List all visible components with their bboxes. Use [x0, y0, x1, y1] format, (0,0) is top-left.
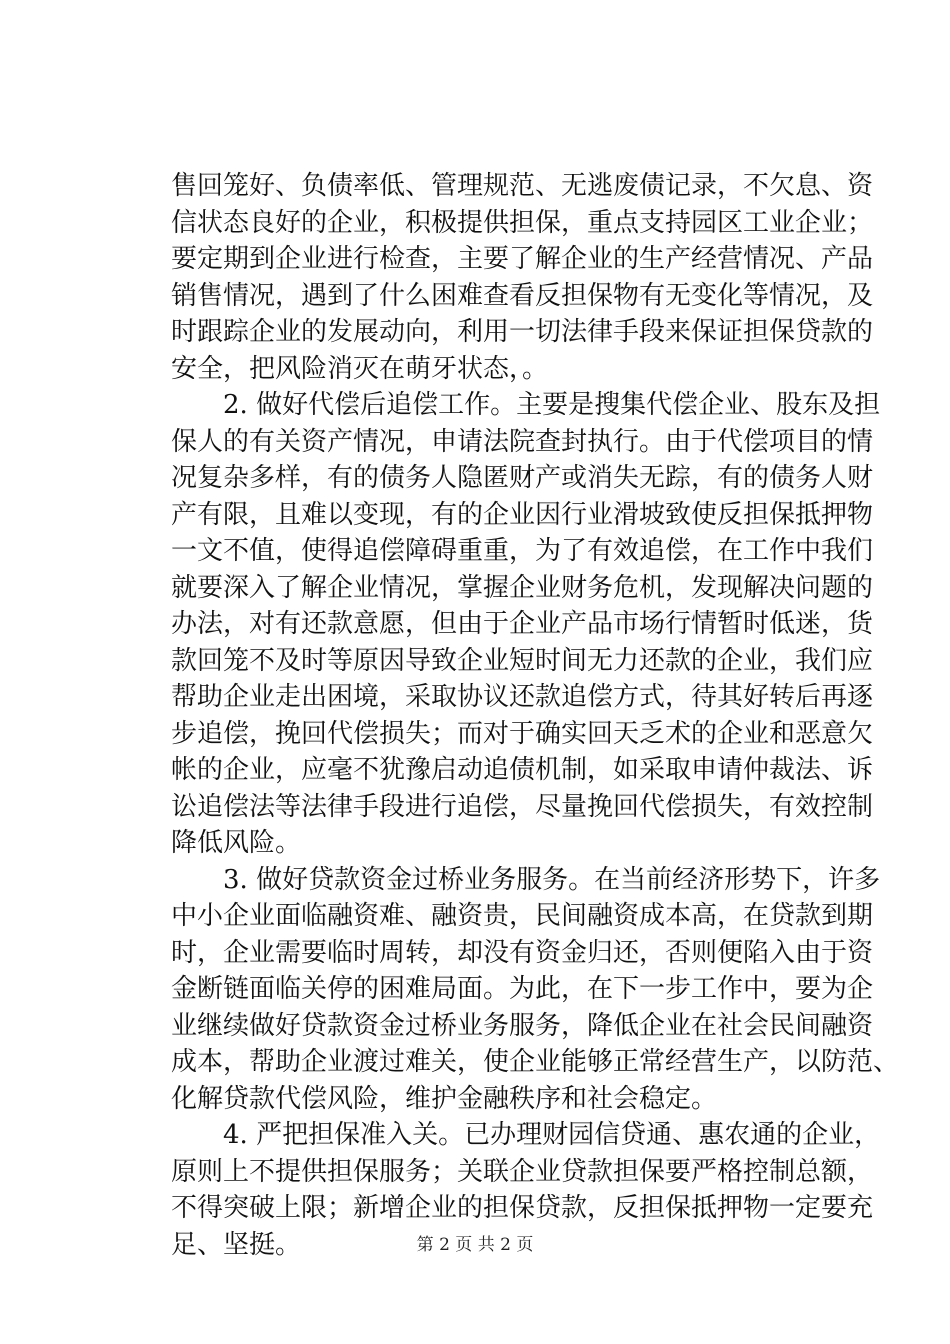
page-number-footer: 第 2 页 共 2 页 — [416, 1235, 534, 1255]
text-line: 业继续做好贷款资金过桥业务服务，降低企业在社会民间融资 — [171, 1010, 874, 1041]
text-line: 金断链面临关停的困难局面。为此，在下一步工作中，要为企 — [171, 974, 874, 1004]
text-line: 办法，对有还款意愿，但由于企业产品市场行情暂时低迷，货 — [171, 609, 874, 639]
text-line: 4. 严把担保准入关。已办理财园信贷通、惠农通的企业， — [171, 1120, 881, 1150]
text-line: 时，企业需要临时周转，却没有资金归还，否则便陷入由于资 — [171, 937, 874, 968]
text-line: 就要深入了解企业情况，掌握企业财务危机，发现解决问题的 — [171, 572, 874, 603]
text-line: 2. 做好代偿后追偿工作。主要是搜集代偿企业、股东及担 — [171, 390, 881, 420]
text-line: 产有限，且难以变现，有的企业因行业滑坡致使反担保抵押物 — [171, 499, 874, 530]
text-line: 3. 做好贷款资金过桥业务服务。在当前经济形势下，许多 — [171, 864, 881, 895]
text-line: 安全，把风险消灭在萌牙状态，。 — [171, 353, 549, 384]
text-line: 中小企业面临融资难、融资贵，民间融资成本高，在贷款到期 — [171, 901, 874, 931]
text-line: 成本，帮助企业渡过难关，使企业能够正常经营生产，以防范、 — [171, 1047, 900, 1077]
text-line: 要定期到企业进行检查，主要了解企业的生产经营情况、产品 — [171, 244, 874, 274]
text-line: 原则上不提供担保服务；关联企业贷款担保要严格控制总额， — [171, 1156, 874, 1187]
text-line: 降低风险。 — [171, 828, 302, 858]
text-line: 款回笼不及时等原因导致企业短时间无力还款的企业，我们应 — [171, 645, 874, 676]
text-line: 帮助企业走出困境，采取协议还款追偿方式，待其好转后再逐 — [171, 682, 874, 712]
text-line: 一文不值，使得追偿障碍重重，为了有效追偿，在工作中我们 — [171, 536, 874, 566]
text-line: 步追偿，挽回代偿损失；而对于确实回天乏术的企业和恶意欠 — [171, 718, 874, 749]
text-line: 讼追偿法等法律手段进行追偿，尽量挽回代偿损失，有效控制 — [171, 791, 874, 822]
text-line: 帐的企业，应毫不犹豫启动追债机制，如采取申请仲裁法、诉 — [171, 755, 874, 785]
text-line: 信状态良好的企业，积极提供担保，重点支持园区工业企业； — [171, 207, 874, 238]
text-line: 化解贷款代偿风险，维护金融秩序和社会稳定。 — [171, 1083, 718, 1114]
text-line: 销售情况，遇到了什么困难查看反担保物有无变化等情况，及 — [171, 280, 874, 311]
text-line: 足、坚挺。 — [171, 1229, 302, 1260]
text-line: 保人的有关资产情况，申请法院查封执行。由于代偿项目的情 — [171, 426, 874, 457]
text-line: 时跟踪企业的发展动向，利用一切法律手段来保证担保贷款的 — [171, 317, 874, 347]
text-line: 况复杂多样，有的债务人隐匿财产或消失无踪，有的债务人财 — [171, 463, 874, 493]
text-line: 售回笼好、负债率低、管理规范、无逃废债记录，不欠息、资 — [171, 171, 874, 201]
document-body — [171, 168, 900, 1263]
text-line: 不得突破上限；新增企业的担保贷款，反担保抵押物一定要充 — [171, 1193, 874, 1223]
